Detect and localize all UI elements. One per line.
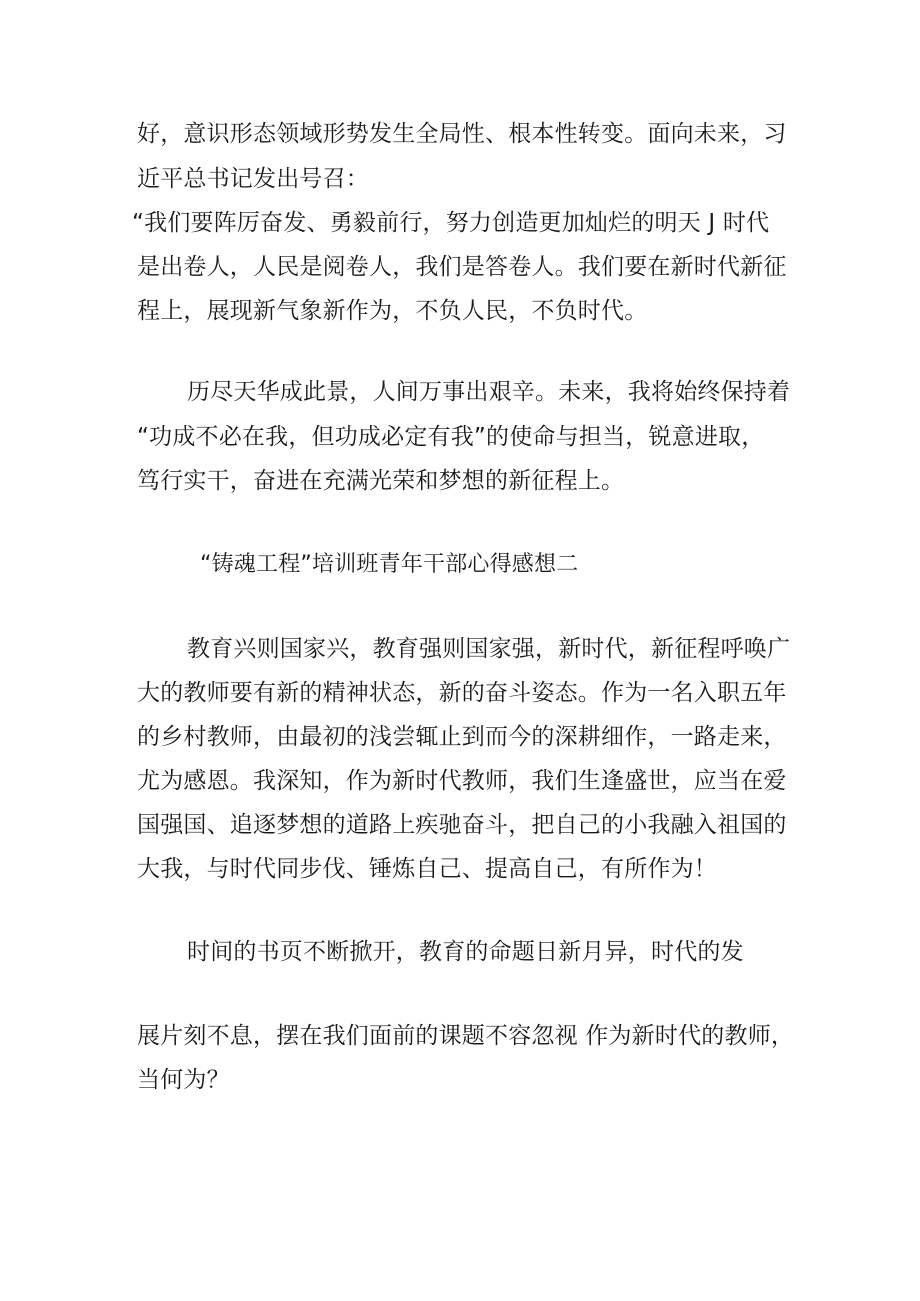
section-title: “铸魂工程”培训班青年干部心得感想二 <box>200 552 579 577</box>
paragraph-line: 大的教师要有新的精神状态，新的奋斗姿态。作为一名入职五年 <box>137 680 787 706</box>
paragraph-line: 展片刻不息，摆在我们面前的课题不容忽视 作为新时代的教师， <box>137 1023 795 1049</box>
paragraph-line: 尤为感恩。我深知，作为新时代教师，我们生逢盛世，应当在爱 <box>137 768 787 794</box>
paragraph-line: 教育兴则国家兴，教育强则国家强，新时代，新征程呼唤广 <box>187 636 791 662</box>
paragraph-line: 近平总书记发出号召： <box>137 166 369 192</box>
paragraph-line: 程上，展现新气象新作为，不负人民，不负时代。 <box>137 298 648 324</box>
paragraph-line: 当何为？ <box>137 1067 230 1093</box>
paragraph-line: 历尽天华成此景，人间万事出艰辛。未来，我将始终保持着 <box>187 379 791 405</box>
paragraph-line: 是出卷人，人民是阅卷人，我们是答卷人。我们要在新时代新征 <box>137 254 787 280</box>
paragraph-line: 时间的书页不断掀开，教育的命题日新月异，时代的发 <box>187 939 744 965</box>
paragraph-line: “功成不必在我，但功成必定有我”的使命与担当，锐意进取， <box>137 424 765 450</box>
paragraph-line: 大我，与时代同步伐、锤炼自己、提高自己，有所作为！ <box>137 856 717 882</box>
paragraph-line: 笃行实干，奋进在充满光荣和梦想的新征程上。 <box>137 468 625 494</box>
paragraph-line: “我们要阵厉奋发、勇毅前行，努力创造更加灿烂的明天 J 时代 <box>132 210 770 236</box>
paragraph-line: 的乡村教师，由最初的浅尝辄止到而今的深耕细作，一路走来， <box>137 724 787 750</box>
paragraph-line: 国强国、追逐梦想的道路上疾驰奋斗，把自己的小我融入祖国的 <box>137 812 787 838</box>
paragraph-line: 好，意识形态领域形势发生全局性、根本性转变。面向未来，习 <box>137 121 787 147</box>
